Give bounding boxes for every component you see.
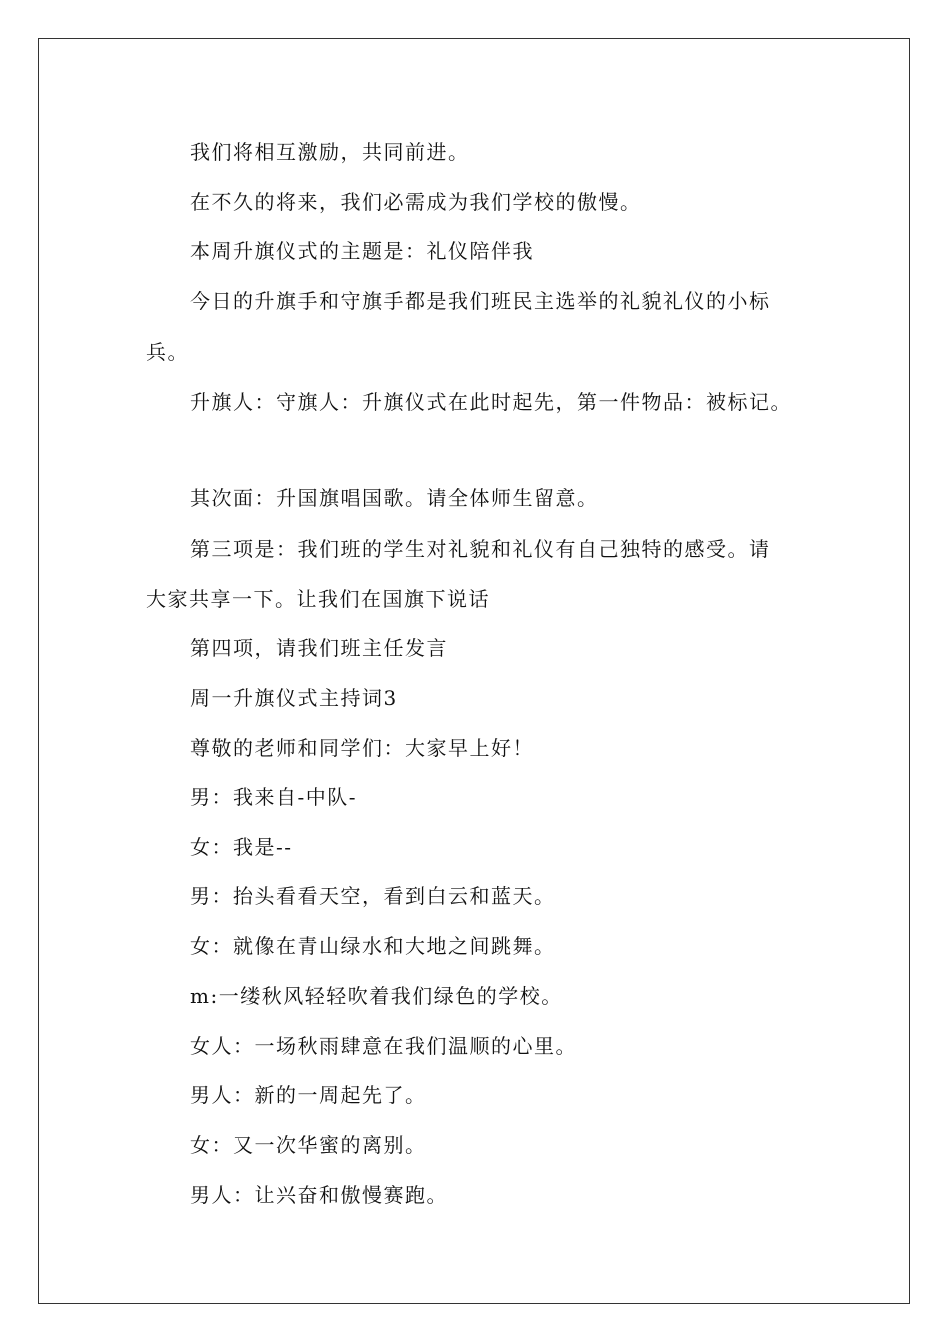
paragraph-line: m:一缕秋风轻轻吹着我们绿色的学校。 [190, 984, 563, 1008]
paragraph-line: 本周升旗仪式的主题是：礼仪陪伴我 [190, 239, 534, 263]
paragraph-line: 升旗人：守旗人：升旗仪式在此时起先，第一件物品：被标记。 [190, 390, 792, 414]
paragraph-line: 男人：让兴奋和傲慢赛跑。 [190, 1183, 448, 1207]
paragraph-line: 尊敬的老师和同学们：大家早上好！ [190, 736, 534, 760]
paragraph-line: 今日的升旗手和守旗手都是我们班民主选举的礼貌礼仪的小标 [190, 289, 771, 313]
paragraph-line: 我们将相互激励，共同前进。 [190, 140, 470, 164]
paragraph-line: 女：又一次华蜜的离别。 [190, 1133, 427, 1157]
page-border [38, 38, 910, 1304]
paragraph-line: 兵。 [146, 340, 189, 364]
paragraph-line: 第三项是：我们班的学生对礼貌和礼仪有自己独特的感受。请 [190, 537, 771, 561]
paragraph-line: 男：抬头看看天空，看到白云和蓝天。 [190, 884, 556, 908]
paragraph-line: 女人：一场秋雨肆意在我们温顺的心里。 [190, 1034, 577, 1058]
section-heading: 周一升旗仪式主持词3 [190, 686, 398, 710]
paragraph-line: 其次面：升国旗唱国歌。请全体师生留意。 [190, 486, 599, 510]
paragraph-line: 第四项，请我们班主任发言 [190, 636, 448, 660]
paragraph-line: 大家共享一下。让我们在国旗下说话 [146, 587, 490, 611]
paragraph-line: 女：就像在青山绿水和大地之间跳舞。 [190, 934, 556, 958]
paragraph-line: 女：我是-- [190, 835, 293, 859]
paragraph-line: 男人：新的一周起先了。 [190, 1083, 427, 1107]
paragraph-line: 男：我来自-中队- [190, 785, 358, 809]
paragraph-line: 在不久的将来，我们必需成为我们学校的傲慢。 [190, 190, 642, 214]
